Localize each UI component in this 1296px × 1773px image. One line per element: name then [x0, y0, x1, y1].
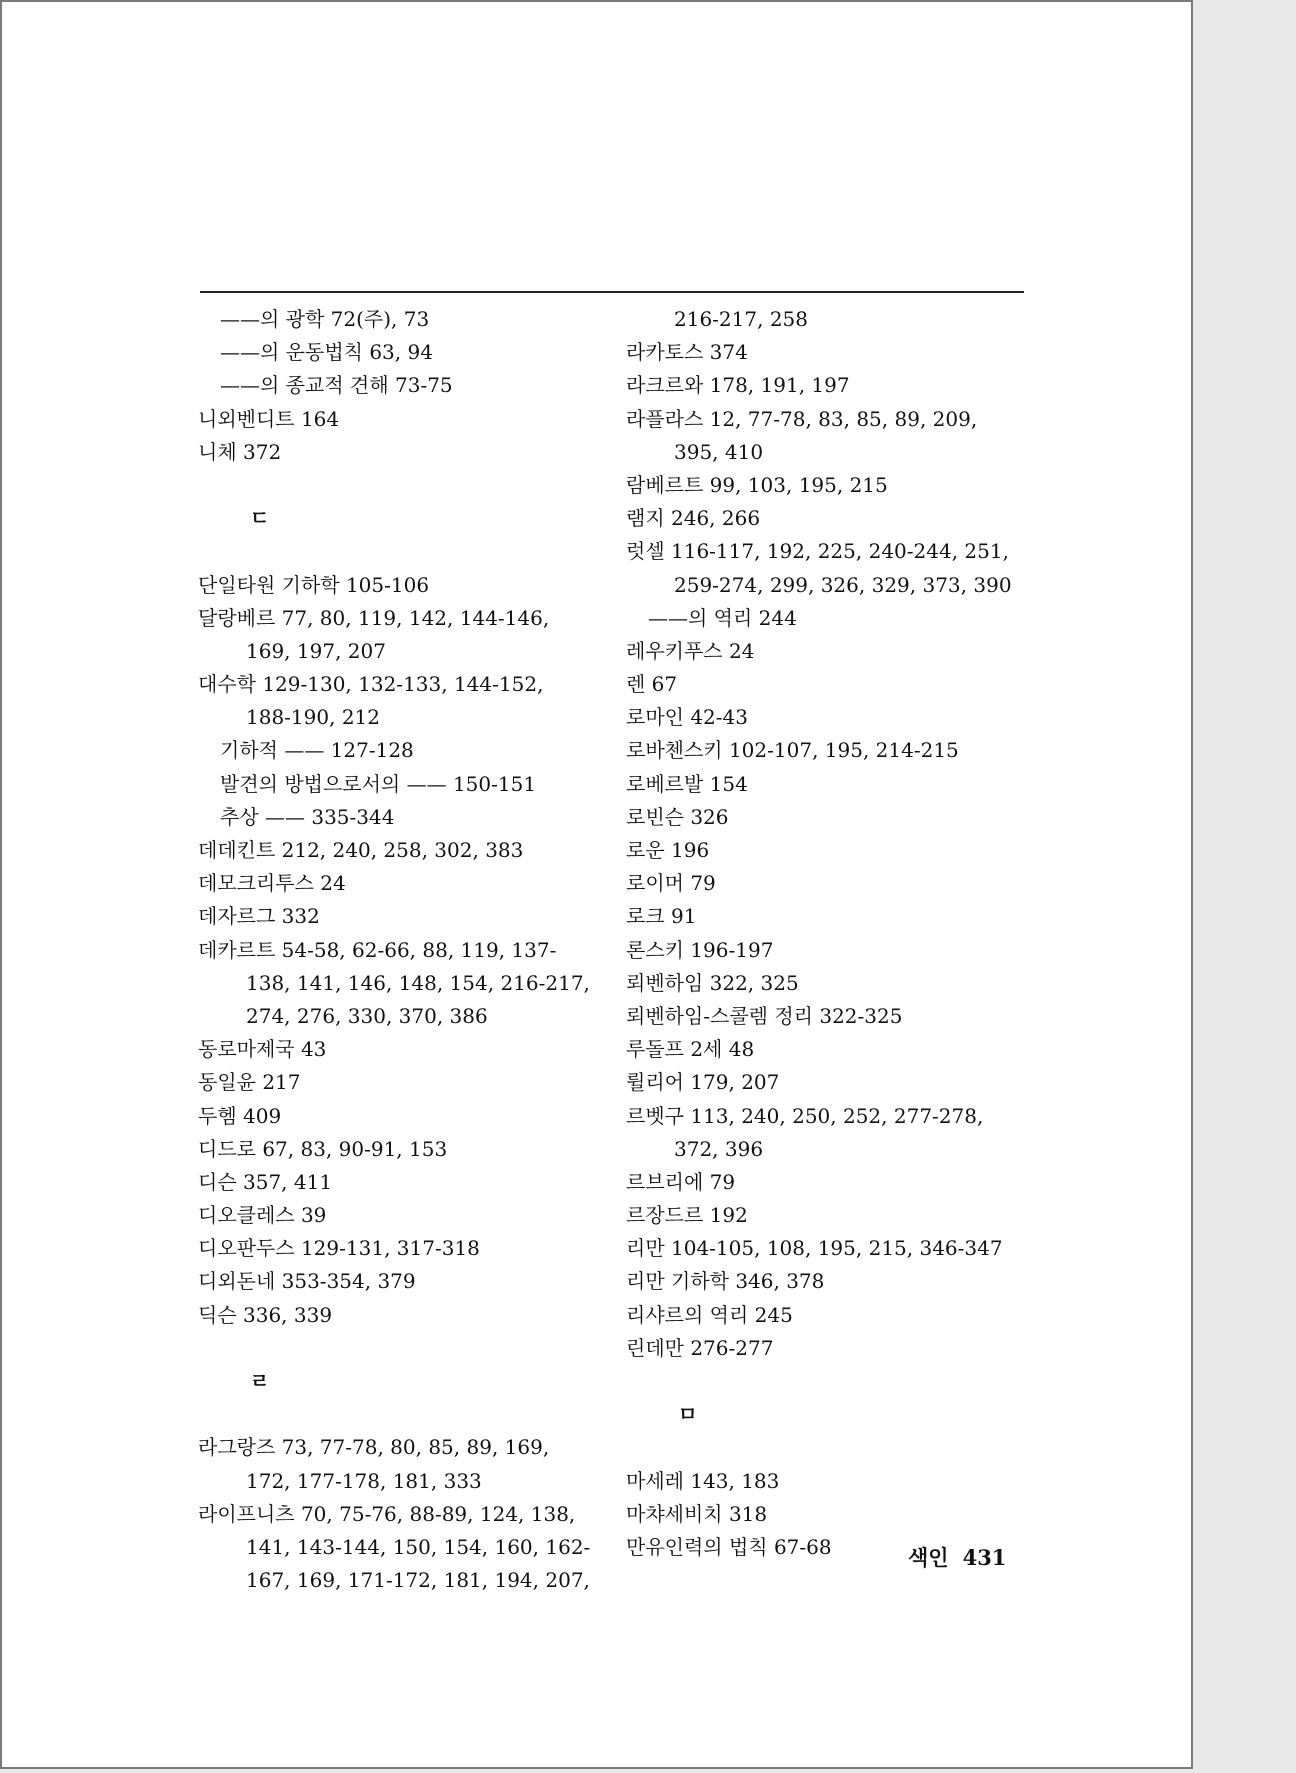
index-entry: 륄리어 179, 207: [626, 1070, 780, 1095]
index-column-left: [198, 303, 618, 1597]
index-entry: 렌 67: [626, 672, 678, 697]
index-entry: 린데만 276-277: [626, 1335, 774, 1360]
index-entry: 달랑베르 77, 80, 119, 142, 144-146,: [198, 605, 550, 630]
index-entry: 두헴 409: [198, 1103, 282, 1128]
index-subentry: 추상 —— 335-344: [220, 804, 395, 829]
folio-label: 색인: [908, 1545, 949, 1570]
index-entry: 마챠세비치 318: [626, 1501, 768, 1526]
index-entry: 대수학 129-130, 132-133, 144-152,: [198, 672, 544, 697]
index-entry: 데모크리투스 24: [198, 871, 346, 896]
index-entry: 로베르발 154: [626, 771, 748, 796]
index-entry: 디오클레스 39: [198, 1203, 327, 1228]
index-entry: 디슨 357, 411: [198, 1169, 333, 1194]
index-entry-continuation: 372, 396: [674, 1136, 764, 1161]
index-entry: 동로마제국 43: [198, 1037, 327, 1062]
index-entry: 디외돈네 353-354, 379: [198, 1269, 416, 1294]
index-subentry: ——의 운동법칙 63, 94: [220, 340, 433, 365]
index-entry-continuation: 259-274, 299, 326, 329, 373, 390: [674, 572, 1012, 597]
index-entry: 루돌프 2세 48: [626, 1037, 755, 1062]
index-subentry: ——의 종교적 견해 73-75: [220, 373, 453, 398]
index-entry: 라카토스 374: [626, 340, 748, 365]
page-number: 431: [962, 1545, 1007, 1570]
index-entry: 라플라스 12, 77-78, 83, 85, 89, 209,: [626, 406, 978, 431]
index-entry: 램지 246, 266: [626, 506, 761, 531]
index-entry-continuation: 169, 197, 207: [246, 638, 386, 663]
index-entry: 뢰벤하임-스콜렘 정리 322-325: [626, 1003, 903, 1028]
index-entry: 로운 196: [626, 838, 710, 862]
index-entry: 마세레 143, 183: [626, 1468, 780, 1493]
index-entry: 로크 91: [626, 904, 697, 929]
index-entry: 단일타원 기하학 105-106: [198, 572, 430, 597]
index-entry: 라그랑즈 73, 77-78, 80, 85, 89, 169,: [198, 1435, 550, 1460]
section-heading: ㄷ: [250, 506, 270, 531]
index-subentry: ——의 역리 244: [648, 605, 797, 630]
index-entry: 라이프니츠 70, 75-76, 88-89, 124, 138,: [198, 1501, 576, 1526]
index-entry-continuation: 141, 143-144, 150, 154, 160, 162-: [246, 1534, 591, 1559]
index-entry-continuation: 216-217, 258: [674, 307, 808, 331]
index-entry: 니체 372: [198, 439, 282, 464]
spacer: [626, 1365, 1026, 1398]
index-entry: 르벳구 113, 240, 250, 252, 277-278,: [626, 1103, 984, 1128]
spacer: [626, 1431, 1026, 1464]
index-subentry: 기하적 —— 127-128: [220, 738, 414, 763]
index-subentry: 발견의 방법으로서의 —— 150-151: [220, 771, 537, 796]
index-entry: 로마인 42-43: [626, 705, 748, 730]
index-entry-continuation: 188-190, 212: [246, 705, 380, 730]
index-entry: 뢰벤하임 322, 325: [626, 970, 799, 995]
index-entry: 람베르트 99, 103, 195, 215: [626, 472, 888, 497]
index-entry: 로이머 79: [626, 871, 716, 896]
index-entry: 라크르와 178, 191, 197: [626, 373, 850, 398]
index-entry: 데카르트 54-58, 62-66, 88, 119, 137-: [198, 937, 557, 962]
index-entry: 리샤르의 역리 245: [626, 1302, 793, 1327]
index-entry-continuation: 395, 410: [674, 439, 764, 464]
index-entry: 로바첸스키 102-107, 195, 214-215: [626, 738, 959, 763]
index-entry: 르브리에 79: [626, 1169, 736, 1194]
index-entry: 디드로 67, 83, 90-91, 153: [198, 1136, 448, 1161]
header-rule: [200, 291, 1024, 293]
index-entry: 리만 104-105, 108, 195, 215, 346-347: [626, 1236, 1003, 1261]
index-entry-continuation: 167, 169, 171-172, 181, 194, 207,: [246, 1568, 590, 1593]
page-folio: [908, 1542, 1006, 1572]
index-entry: 딕슨 336, 339: [198, 1302, 333, 1327]
section-heading: ㅁ: [678, 1402, 698, 1427]
index-entry: 르장드르 192: [626, 1203, 748, 1228]
spacer: [198, 469, 618, 502]
index-entry-continuation: 274, 276, 330, 370, 386: [246, 1003, 488, 1028]
index-entry-continuation: 138, 141, 146, 148, 154, 216-217,: [246, 970, 590, 995]
section-heading: ㄹ: [250, 1369, 270, 1393]
index-entry: 로빈슨 326: [626, 804, 729, 829]
index-entry: 만유인력의 법칙 67-68: [626, 1534, 832, 1559]
spacer: [198, 1332, 618, 1365]
index-entry: 데데킨트 212, 240, 258, 302, 383: [198, 838, 524, 862]
index-subentry: ——의 광학 72(주), 73: [220, 307, 430, 331]
index-entry: 리만 기하학 346, 378: [626, 1269, 825, 1294]
index-entry: 동일윤 217: [198, 1070, 301, 1095]
index-entry: 럿셀 116-117, 192, 225, 240-244, 251,: [626, 539, 1009, 564]
spacer: [198, 535, 618, 568]
index-entry: 론스키 196-197: [626, 937, 774, 962]
index-entry: 니외벤디트 164: [198, 406, 340, 431]
index-entry-continuation: 172, 177-178, 181, 333: [246, 1468, 482, 1493]
index-entry: 데자르그 332: [198, 904, 320, 929]
index-entry: 디오판두스 129-131, 317-318: [198, 1236, 480, 1261]
index-column-right: [626, 303, 1026, 1564]
spacer: [198, 1398, 618, 1431]
index-entry: 레우키푸스 24: [626, 638, 755, 663]
